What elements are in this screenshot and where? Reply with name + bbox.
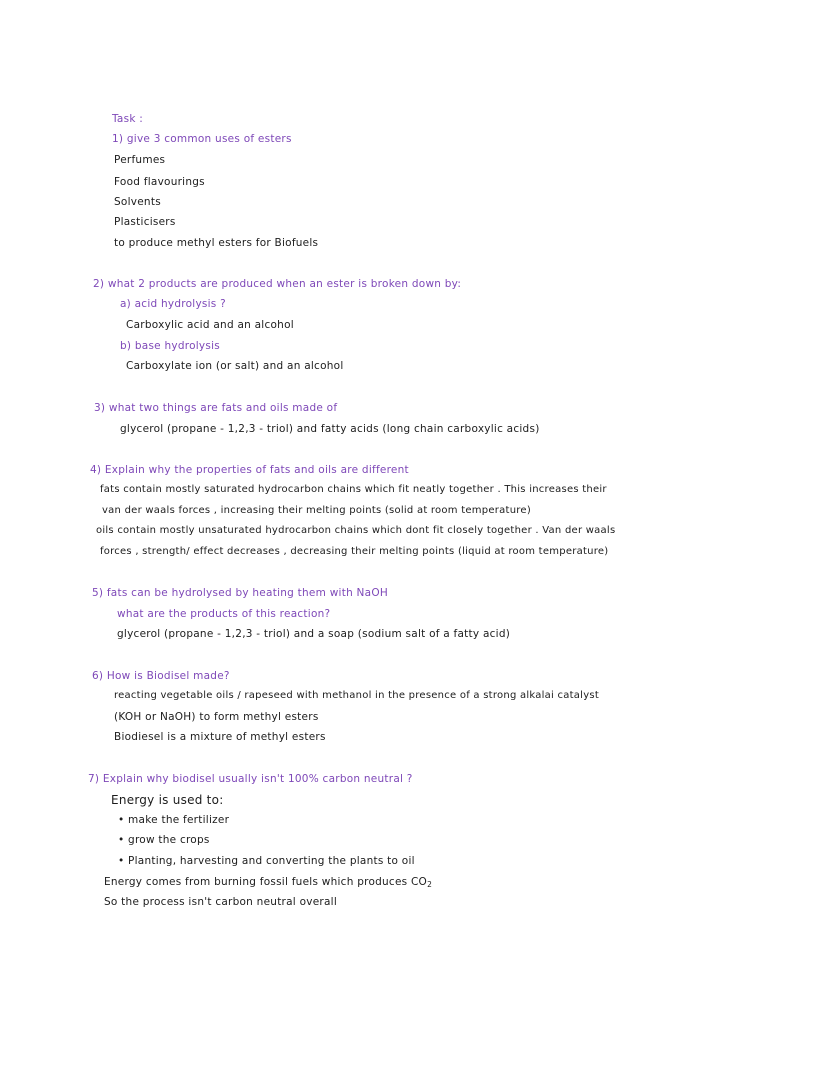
- question-7: 7) Explain why biodisel usually isn't 100% carbon neutral ?: [88, 773, 413, 785]
- bullet-text: Planting, harvesting and converting the plants to oil: [128, 855, 415, 867]
- answer-line: Carboxylate ion (or salt) and an alcohol: [126, 360, 344, 372]
- question-2: 2) what 2 products are produced when an ester is broken down by:: [93, 278, 462, 290]
- answer-line: reacting vegetable oils / rapeseed with methanol in the presence of a strong alkalai catalyst: [114, 690, 599, 701]
- answer-line: Solvents: [114, 196, 161, 208]
- bullet-text: grow the crops: [128, 834, 210, 846]
- question-4: 4) Explain why the properties of fats and oils are different: [90, 464, 409, 476]
- question-6: 6) How is Biodisel made?: [92, 670, 230, 682]
- bullet-text: make the fertilizer: [128, 814, 230, 826]
- answer-line: glycerol (propane - 1,2,3 - triol) and fatty acids (long chain carboxylic acids): [120, 423, 540, 435]
- answer-line: Perfumes: [114, 154, 166, 166]
- question-2b: b) base hydrolysis: [120, 340, 220, 352]
- answer-line: [104, 875, 432, 892]
- task-title: Task :: [112, 113, 144, 125]
- question-5: 5) fats can be hydrolysed by heating them with NaOH: [92, 587, 389, 599]
- question-3: 3) what two things are fats and oils made of: [94, 402, 338, 414]
- answer-line: (KOH or NaOH) to form methyl esters: [114, 711, 319, 723]
- answer-line: Food flavourings: [114, 176, 205, 188]
- answer-line: Energy is used to:: [111, 793, 224, 807]
- answer-line: So the process isn't carbon neutral overall: [104, 896, 337, 908]
- answer-line: forces , strength/ effect decreases , decreasing their melting points (liquid at room temperature): [100, 546, 609, 557]
- answer-line: fats contain mostly saturated hydrocarbon chains which fit neatly together . This increases their: [100, 484, 607, 495]
- subscript-2: 2: [427, 880, 433, 889]
- answer-line: oils contain mostly unsaturated hydrocarbon chains which dont fit closely together . Van der waals: [96, 525, 616, 536]
- answer-line: van der waals forces , increasing their melting points (solid at room temperature): [102, 505, 531, 516]
- bullet-item: • Planting, harvesting and converting the plants to oil: [118, 855, 415, 867]
- answer-line: Biodiesel is a mixture of methyl esters: [114, 731, 326, 743]
- bullet-item: • grow the crops: [118, 834, 210, 846]
- question-2a: a) acid hydrolysis ?: [120, 298, 226, 310]
- answer-line: Carboxylic acid and an alcohol: [126, 319, 294, 331]
- answer-line: glycerol (propane - 1,2,3 - triol) and a soap (sodium salt of a fatty acid): [117, 628, 511, 640]
- answer-line: Plasticisers: [114, 216, 176, 228]
- conclusion-text: Energy comes from burning fossil fuels which produces CO: [104, 876, 428, 888]
- question-5-sub: what are the products of this reaction?: [117, 608, 331, 620]
- question-1: 1) give 3 common uses of esters: [112, 133, 292, 145]
- answer-line: to produce methyl esters for Biofuels: [114, 237, 319, 249]
- bullet-item: • make the fertilizer: [118, 814, 230, 826]
